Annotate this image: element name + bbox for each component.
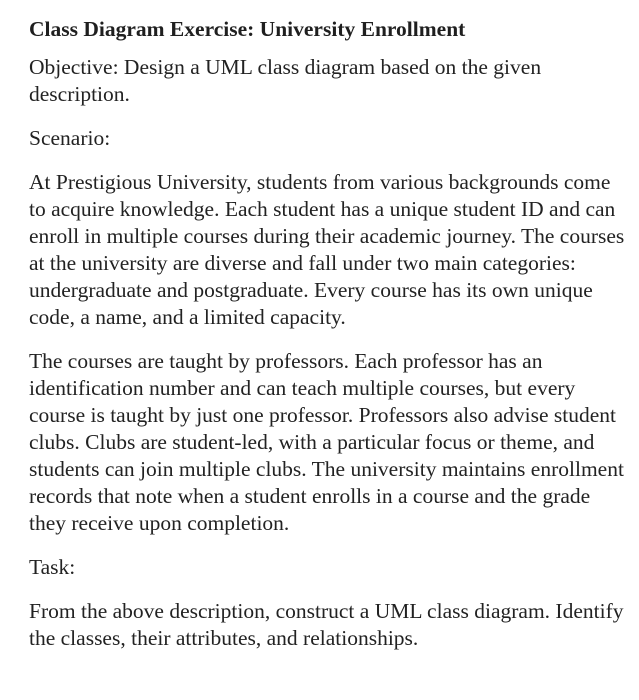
scenario-paragraph-1: At Prestigious University, students from various backgrounds come to acquire knowledge. Each student has a unique student ID and can enroll in multiple courses during their academic journey. The courses at the university are diverse and fall under two main categories: undergraduate and postgraduate. Every course has its own unique code, a name, and a limited capacity.: [29, 170, 625, 329]
task-label: Task:: [29, 555, 76, 579]
scenario-label: Scenario:: [29, 126, 111, 150]
objective-text: Objective: Design a UML class diagram based on the given description.: [29, 55, 542, 106]
scenario-paragraph-2: The courses are taught by professors. Each professor has an identification number and can teach multiple courses, but every course is taught by just one professor. Professors also advise student clubs. Clubs are student-led, with a particular focus or theme, and students can join multiple clubs. The university maintains enrollment records that note when a student enrolls in a course and the grade they receive upon completion.: [29, 349, 624, 535]
document-title: Class Diagram Exercise: University Enrollment: [29, 17, 466, 41]
document: [29, 14, 629, 669]
task-text: From the above description, construct a UML class diagram. Identify the classes, their attributes, and relationships.: [29, 599, 624, 650]
